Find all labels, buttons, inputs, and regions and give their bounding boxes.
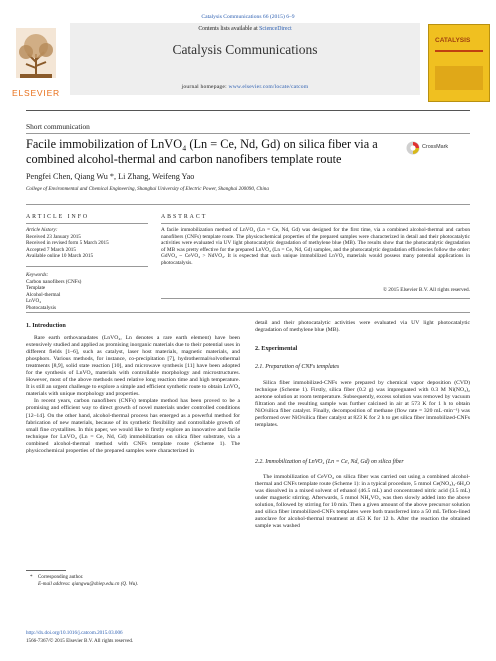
history-online: Available online 10 March 2015 [26,253,94,260]
header-rule [26,110,470,111]
journal-homepage [70,84,420,90]
elsevier-logo [6,24,66,96]
keyword-item: Carbon nanofibers (CNFs) [26,278,82,285]
article-title: Facile immobilization of LnVO₄ (Ln = Ce, Nd, Gd) on silica fiber via a combined alcohol-thermal and carbon nanofibers template route [26,137,378,166]
abstract-rule [161,223,470,224]
doi-link[interactable]: http://dx.doi.org/10.1016/j.catcom.2015.03.006 [26,630,123,636]
intro-heading: 1. Introduction [26,322,66,329]
keyword-item: LnVO₄ [26,298,42,305]
elsevier-tree-icon [6,24,66,84]
sciencedirect-link[interactable]: ScienceDirect [259,26,292,32]
contents-prefix: Contents lists available at [198,26,260,32]
experimental-heading: 2. Experimental [255,345,298,352]
history-rule [26,266,148,267]
title-rule [26,204,470,205]
abstract-text: A facile immobilization method of LnVO₄ (Ln = Ce, Nd, Gd) was designed for the first time, via a combined alcohol-thermal and carbon nanofibers (CNFs) template route. The physicochemical properties of the prepared samples were characterized in detail and their photocatalytic activities were evaluated via UV light photocatalytic degradation of methylene blue (MB). The results show that the photocatalytic degradation of MB was pretty effective for the prepared LnVO₄ (Ln = Ce, Nd, Gd) samples, and the photocatalytic degradation efficiencies follow the order: GdVO₄ ~ CeVO₄ > NdVO₄. It is expected that such unique immobilized LnVO₄ materials would possess many potential applications in photocatalysis. [161,227,470,266]
crossmark-icon [406,141,420,155]
intro-paragraph-2: In recent years, carbon nanofibers (CNFs) template method has been proved to be a promising and efficient way to direct growth of novel materials under controlled conditions [12–14]. On the other hand, alcohol-thermal process has emerged as a powerful method for fabrication of new materials, because of its synthetic flexibility and controllable growth of small fine crystallites. In this paper, we would like to firstly explore an innovative and facile technique for LnVO₄ (Ln = Ce, Nd, Gd) immobilization on silica fiber substrate, via a combined alcohol-thermal method with CNFs template route (Scheme 1). The physicochemical properties of the prepared samples were characterized in [26,398,240,454]
issn-line: 1566-7367/© 2015 Elsevier B.V. All rights reserved. [26,638,134,644]
footnote-rule [26,570,66,571]
contents-line [70,26,420,32]
intro-paragraph-1: Rare earth orthovanadates (LnVO₄, Ln denotes a rare earth element) have been extensively studied and applied as promising inorganic materials due to their potential uses in different fields [1–6], such as catalyst, laser host materials, magnetic materials, and phosphors. Various methods, for instance, co-precipitation [7], hydrothermal/solvothermal treatments [8,9], solid state reaction [10], and microwave synthesis [11] have been adopted for the synthesis of LnVO₄ materials with controllable morphology and microstructures. However, most of the above methods need relative long reaction time and high temperature. It is still an urgent challenge to explore a simple and efficient synthetic route to obtain LnVO₄ materials with unique morphology and properties. [26,335,240,398]
history-revised: Received in revised form 5 March 2015 [26,240,109,247]
footnote-label: Corresponding author. [37,574,84,580]
abstract-heading: ABSTRACT [161,214,208,220]
abstract-bottom-rule [161,298,470,299]
cover-title: CATALYSIS [435,37,471,44]
keywords-label: Keywords: [26,272,49,278]
journal-name: Catalysis Communications [172,42,318,57]
article-info-rule [26,223,148,224]
journal-cover[interactable] [428,24,490,102]
cover-image [435,66,483,90]
cover-band [435,50,483,52]
section-2-2-paragraph: The immobilization of CeVO₄ on silica fiber was carried out using a combined alcohol-thermal and CNFs template route (Scheme 1): in a typical procedure, 5 mmol Ce(NO₃)₃·6H₂O was dissolved in a mixed solvent of ethanol (46.5 mL) and concentrated nitric acid (3.5 mL) under magnetic stirring. Afterwards, 5 mmol NH₄VO₃ was then slowly added into the above solution, followed by stirring for 10 min. Then a given amount of the above precursor solution and silica fiber immobilized-CNFs templates were both transferred into a 50 mL Teflon-lined autoclave for alcohol-thermal treatment at 453 K for 12 h. After the reaction the obtained sample was washed [255,474,470,530]
right-column-continued: detail and their photocatalytic activities were evaluated via UV light photocatalytic degradation of methylene blue (MB). [255,320,470,334]
article-info-heading: ARTICLE INFO [26,214,90,220]
keyword-item: Photocatalysis [26,304,56,311]
section-2-1-heading: 2.1. Preparation of CNFs templates [255,364,340,370]
history-label: Article history: [26,227,58,233]
keywords [26,272,150,312]
history-accepted: Accepted 7 March 2015 [26,246,76,253]
crossmark-label: CrossMark [422,144,449,150]
section-2-2-heading: 2.2. Immobilization of LnVO₄ (Ln = Ce, Nd, Gd) on silica fiber [255,459,404,465]
article-type: Short communication [26,122,90,131]
article-type-rule [26,133,470,134]
left-column-text [26,335,240,455]
copyright: © 2015 Elsevier B.V. All rights reserved. [382,287,470,293]
history-received: Received 23 January 2015 [26,233,81,240]
keyword-item: Alcohol-thermal [26,291,61,298]
affiliation: College of Environmental and Chemical Engineering, Shanghai University of Electric Power, Shanghai 200090, China [26,186,269,192]
footnote-mark: * [30,574,33,580]
elsevier-wordmark: ELSEVIER [12,88,60,98]
journal-citation[interactable]: Catalysis Communications 66 (2015) 6–9 [201,14,295,20]
footnote-corresponding [30,574,138,581]
footnote-email[interactable]: E-mail address: qiangwu@shiep.edu.cn (Q. Wu). [38,580,139,587]
homepage-link[interactable]: www.elsevier.com/locate/catcom [228,84,309,90]
front-matter-rule [26,312,470,313]
crossmark-badge[interactable] [406,140,466,156]
section-2-1-text [255,380,470,429]
section-2-1-paragraph: Silica fiber immobilized-CNFs were prepared by chemical vapor deposition (CVD) technique (Scheme 1). Firstly, silica fiber (0.2 g) was impregnated with 0.3 M Ni(NO₃)₂ acetone solution at room temperature. Subsequently, excess solution was removed by vacuum filtration and the resulting sample was further calcined in air at 573 K for 1 h to obtain NiO/silica fiber catalyst. Finally, decomposition of methane (flow rate = 320 mL·min⁻¹) was performed over NiO/silica fiber catalyst at 823 K for 2 h to get silica fiber immobilized-CNFs templates. [255,380,470,429]
keyword-item: Template [26,285,46,292]
footnote [30,574,138,587]
homepage-prefix: journal homepage: [181,84,229,90]
section-2-2-text [255,474,470,530]
authors: Pengfei Chen, Qiang Wu *, Li Zhang, Weifeng Yao [26,172,195,181]
article-history [26,227,150,260]
